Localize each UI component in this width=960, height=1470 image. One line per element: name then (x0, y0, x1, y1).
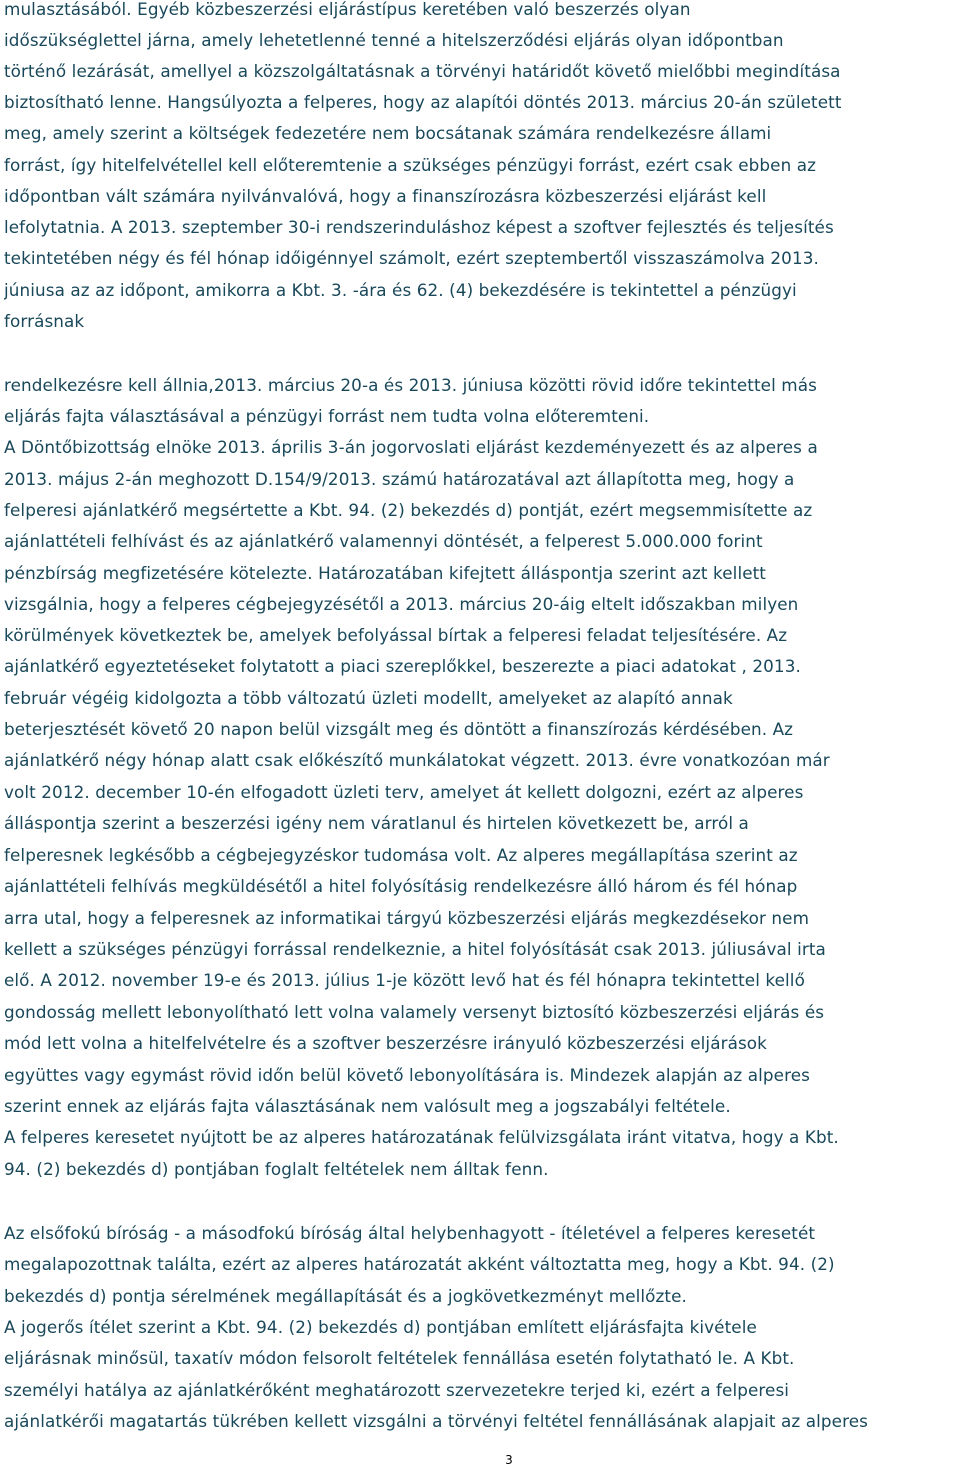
text-line: időszükséglettel járna, amely lehetetlenné tenné a hitelszerződési eljárás olyan időpontban (4, 30, 784, 50)
text-line: forrásnak (4, 311, 85, 331)
text-line: A felperes keresetet nyújtott be az alperes határozatának felülvizsgálata iránt vitatva, hogy a Kbt. (4, 1127, 839, 1147)
text-line: júniusa az az időpont, amikorra a Kbt. 3. -ára és 62. (4) bekezdésére is tekintettel a pénzügyi (4, 280, 797, 300)
text-line: mulasztásából. Egyéb közbeszerzési eljárástípus keretében való beszerzés olyan (4, 0, 691, 19)
text-line: lefolytatnia. A 2013. szeptember 30-i rendszerinduláshoz képest a szoftver fejlesztés és teljesítés (4, 217, 834, 237)
text-line: szerint ennek az eljárás fajta választásának nem valósult meg a jogszabályi feltétele. (4, 1096, 731, 1116)
text-line: személyi hatálya az ajánlatkérőként meghatározott szervezetekre terjed ki, ezért a felperesi (4, 1380, 790, 1400)
text-line: elő. A 2012. november 19-e és 2013. július 1-je között levő hat és fél hónapra tekintettel kellő (4, 970, 805, 990)
text-line: 2013. május 2-án meghozott D.154/9/2013. számú határozatával azt állapította meg, hogy a (4, 469, 795, 489)
text-line: rendelkezésre kell állnia,2013. március 20-a és 2013. júniusa közötti rövid időre tekintettel más (4, 375, 817, 395)
text-line: gondosság mellett lebonyolítható lett volna valamely versenyt biztosító közbeszerzési eljárás és (4, 1002, 825, 1022)
text-line: forrást, így hitelfelvétellel kell előteremtenie a szükséges pénzügyi forrást, ezért csak ebben az (4, 155, 817, 175)
text-line: időpontban vált számára nyilvánvalóvá, hogy a finanszírozásra közbeszerzési eljárást kell (4, 186, 767, 206)
text-line: kellett a szükséges pénzügyi forrással rendelkeznie, a hitel folyósítását csak 2013. júliusával irta (4, 939, 826, 959)
text-line: meg, amely szerint a költségek fedezetére nem bocsátanak számára rendelkezésre állami (4, 123, 772, 143)
text-line: tekintetében négy és fél hónap időigénnyel számolt, ezért szeptembertől visszaszámolva 2013. (4, 248, 819, 268)
text-line: álláspontja szerint a beszerzési igény nem váratlanul és hirtelen következett be, arról a (4, 813, 749, 833)
text-line: A Döntőbizottság elnöke 2013. április 3-án jogorvoslati eljárást kezdeményezett és az alperes a (4, 437, 818, 457)
text-line: felperesnek legkésőbb a cégbejegyzéskor tudomása volt. Az alperes megállapítása szerint az (4, 845, 798, 865)
text-line: Az elsőfokú bíróság - a másodfokú bíróság által helybenhagyott - ítéletével a felperes keresetét (4, 1223, 816, 1243)
text-line: ajánlattételi felhívást és az ajánlatkérő valamennyi döntését, a felperest 5.000.000 forint (4, 531, 763, 551)
text-line: felperesi ajánlatkérő megsértette a Kbt. 94. (2) bekezdés d) pontját, ezért megsemmisítette az (4, 500, 813, 520)
text-line: 94. (2) bekezdés d) pontjában foglalt feltételek nem álltak fenn. (4, 1159, 549, 1179)
text-line: ajánlatkérő négy hónap alatt csak előkészítő munkálatokat végzett. 2013. évre vonatkozóan már (4, 750, 830, 770)
text-line: biztosítható lenne. Hangsúlyozta a felperes, hogy az alapítói döntés 2013. március 20-án született (4, 92, 842, 112)
text-line: együttes vagy egymást rövid időn belül követő lebonyolítására is. Mindezek alapján az alperes (4, 1065, 810, 1085)
text-line: történő lezárását, amellyel a közszolgáltatásnak a törvényi határidőt követő mielőbbi megindítása (4, 61, 841, 81)
text-line: ajánlatkérő egyeztetéseket folytatott a piaci szereplőkkel, beszerezte a piaci adatokat , 2013. (4, 656, 801, 676)
text-line: eljárásnak minősül, taxatív módon felsorolt feltételek fennállása esetén folytatható le. A Kbt. (4, 1348, 795, 1368)
text-line: körülmények következtek be, amelyek befolyással bírtak a felperesi feladat teljesítésére. Az (4, 625, 788, 645)
text-line: ajánlattételi felhívás megküldésétől a hitel folyósításig rendelkezésre álló három és fél hónap (4, 876, 798, 896)
text-line: pénzbírság megfizetésére kötelezte. Határozatában kifejtett álláspontja szerint azt kellett (4, 563, 766, 583)
text-line: vizsgálnia, hogy a felperes cégbejegyzésétől a 2013. március 20-áig eltelt időszakban milyen (4, 594, 799, 614)
page-number: 3 (505, 1453, 513, 1467)
text-line: eljárás fajta választásával a pénzügyi forrást nem tudta volna előteremteni. (4, 406, 650, 426)
text-line: ajánlatkérői magatartás tükrében kellett vizsgálni a törvényi feltétel fennállásának alapjait az alperes (4, 1411, 868, 1431)
text-line: volt 2012. december 10-én elfogadott üzleti terv, amelyet át kellett dolgozni, ezért az alperes (4, 782, 804, 802)
text-line: mód lett volna a hitelfelvételre és a szoftver beszerzésre irányuló közbeszerzési eljárások (4, 1033, 767, 1053)
text-line: megalapozottnak találta, ezért az alperes határozatát akként változtatta meg, hogy a Kbt. 94. (2) (4, 1254, 835, 1274)
text-line: bekezdés d) pontja sérelmének megállapítását és a jogkövetkezményt mellőzte. (4, 1286, 687, 1306)
text-line: február végéig kidolgozta a több változatú üzleti modellt, amelyeket az alapító annak (4, 688, 733, 708)
text-line: beterjesztését követő 20 napon belül vizsgált meg és döntött a finanszírozás kérdésében. Az (4, 719, 794, 739)
text-line: arra utal, hogy a felperesnek az informatikai tárgyú közbeszerzési eljárás megkezdésekor nem (4, 908, 810, 928)
text-line: A jogerős ítélet szerint a Kbt. 94. (2) bekezdés d) pontjában említett eljárásfajta kivétele (4, 1317, 757, 1337)
